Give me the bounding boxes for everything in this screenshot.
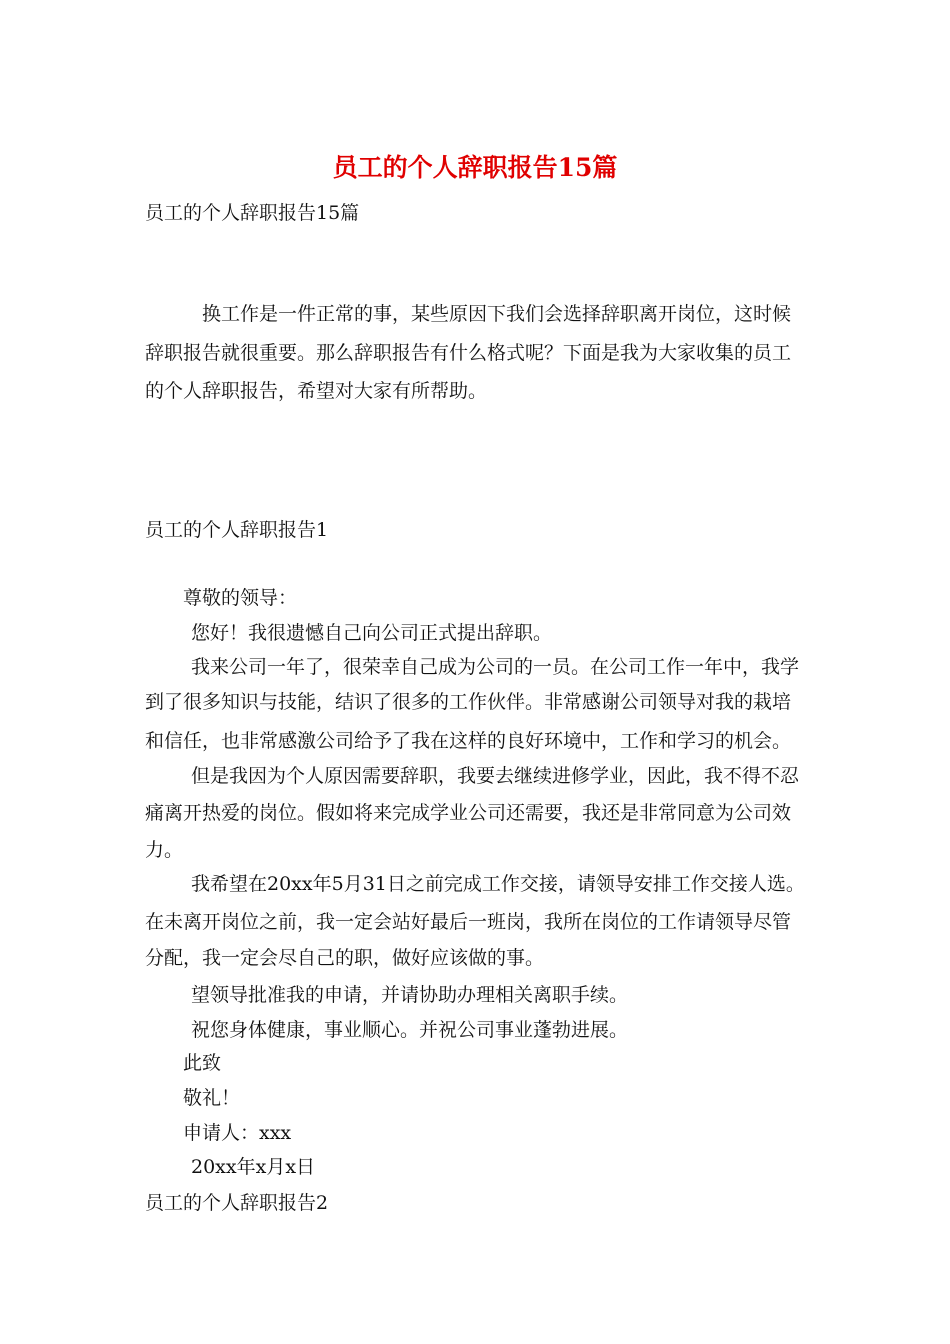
body-line: 力。 (145, 839, 184, 861)
intro-line-2: 辞职报告就很重要。那么辞职报告有什么格式呢？下面是我为大家收集的员工 (145, 342, 792, 364)
intro-line-1: 换工作是一件正常的事，某些原因下我们会选择辞职离开岗位，这时候 (202, 303, 792, 325)
applicant-signature: 申请人：xxx (183, 1122, 292, 1144)
body-line: 在未离开岗位之前，我一定会站好最后一班岗，我所在岗位的工作请领导尽管 (145, 911, 792, 933)
body-line: 但是我因为个人原因需要辞职，我要去继续进修学业，因此，我不得不忍 (191, 765, 800, 787)
signature-date: 20xx年x月x日 (191, 1156, 316, 1178)
body-line: 我来公司一年了，很荣幸自己成为公司的一员。在公司工作一年中，我学 (191, 656, 800, 678)
body-line: 和信任，也非常感激公司给予了我在这样的良好环境中，工作和学习的机会。 (145, 730, 792, 752)
intro-line-3: 的个人辞职报告，希望对大家有所帮助。 (145, 380, 488, 402)
closing-line-1: 此致 (183, 1052, 222, 1074)
section-heading-1: 员工的个人辞职报告1 (145, 519, 329, 541)
body-line: 您好！我很遗憾自己向公司正式提出辞职。 (191, 622, 553, 644)
body-line: 望领导批准我的申请，并请协助办理相关离职手续。 (191, 984, 629, 1006)
body-line: 分配，我一定会尽自己的职，做好应该做的事。 (145, 947, 545, 969)
salutation: 尊敬的领导： (183, 587, 298, 609)
body-line: 我希望在20xx年5月31日之前完成工作交接，请领导安排工作交接人选。 (191, 873, 805, 895)
document-subtitle: 员工的个人辞职报告15篇 (145, 202, 360, 224)
document-title: 员工的个人辞职报告15篇 (332, 153, 618, 182)
section-heading-2: 员工的个人辞职报告2 (145, 1192, 329, 1214)
closing-line-2: 敬礼！ (183, 1087, 241, 1109)
body-line: 痛离开热爱的岗位。假如将来完成学业公司还需要，我还是非常同意为公司效 (145, 802, 792, 824)
body-line: 到了很多知识与技能，结识了很多的工作伙伴。非常感谢公司领导对我的栽培 (145, 691, 792, 713)
body-line: 祝您身体健康，事业顺心。并祝公司事业蓬勃进展。 (191, 1019, 629, 1041)
